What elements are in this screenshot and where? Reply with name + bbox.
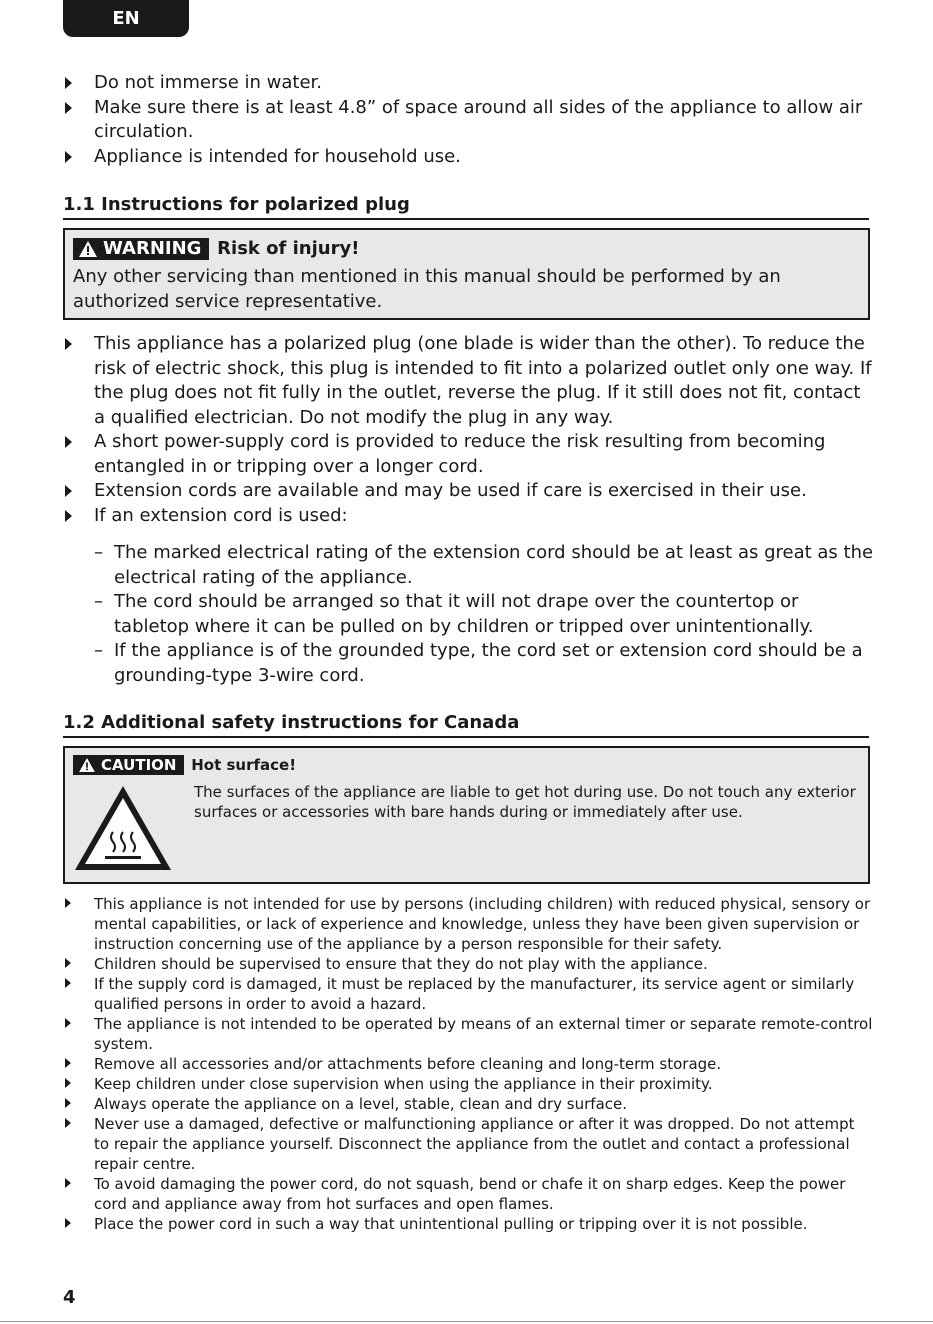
caution-text: The surfaces of the appliance are liable to get hot during use. Do not touch any exterior surfaces or accessories with bare hands during or immediately after use.	[194, 783, 856, 821]
section-heading-polarized-plug: 1.1 Instructions for polarized plug	[63, 194, 869, 220]
warning-title: Risk of injury!	[217, 238, 360, 259]
warning-badge	[73, 238, 209, 260]
list-item: Make sure there is at least 4.8” of space around all sides of the appliance to allow air circulation.	[63, 96, 873, 145]
caution-label: CAUTION	[101, 755, 177, 774]
canada-safety-list	[63, 894, 873, 1234]
caution-badge	[73, 755, 184, 775]
caution-title: Hot surface!	[191, 755, 297, 774]
warning-text: Any other servicing than mentioned in this manual should be performed by an authorized service representative.	[73, 266, 781, 312]
extension-cord-sublist	[94, 541, 874, 688]
list-item: Always operate the appliance on a level, stable, clean and dry surface.	[63, 1094, 873, 1114]
list-item: To avoid damaging the power cord, do not squash, bend or chafe it on sharp edges. Keep the power cord and appliance away from hot surfaces and open flames.	[63, 1174, 873, 1214]
warning-triangle-icon	[79, 241, 97, 257]
list-item: Remove all accessories and/or attachments before cleaning and long-term storage.	[63, 1054, 873, 1074]
list-item: This appliance is not intended for use by persons (including children) with reduced physical, sensory or mental capabilities, or lack of experience and knowledge, unless they have been given supervision or instruction concerning use of the appliance by a person responsible for their safety.	[63, 894, 873, 954]
list-item: Extension cords are available and may be used if care is exercised in their use.	[63, 479, 873, 504]
section-heading-canada: 1.2 Additional safety instructions for Canada	[63, 712, 869, 738]
list-item: A short power-supply cord is provided to reduce the risk resulting from becoming entangled in or tripping over a longer cord.	[63, 430, 873, 479]
list-item: – The marked electrical rating of the extension cord should be at least as great as the electrical rating of the appliance.	[94, 541, 874, 590]
list-item: Keep children under close supervision when using the appliance in their proximity.	[63, 1074, 873, 1094]
warning-triangle-icon	[79, 758, 95, 772]
list-item: – If the appliance is of the grounded type, the cord set or extension cord should be a grounding-type 3-wire cord.	[94, 639, 874, 688]
page-number: 4	[63, 1287, 76, 1308]
list-item: This appliance has a polarized plug (one blade is wider than the other). To reduce the risk of electric shock, this plug is intended to fit into a polarized outlet only one way. If the plug does not fit fully in the outlet, reverse the plug. If it still does not fit, contact a qualified electrician. Do not modify the plug in any way.	[63, 332, 873, 430]
list-item: Place the power cord in such a way that unintentional pulling or tripping over it is not possible.	[63, 1214, 873, 1234]
list-item: Never use a damaged, defective or malfunctioning appliance or after it was dropped. Do not attempt to repair the appliance yourself. Disconnect the appliance from the outlet and contact a professional repair centre.	[63, 1114, 873, 1174]
page-bottom-rule	[0, 1321, 933, 1322]
list-item: Appliance is intended for household use.	[63, 145, 873, 170]
warning-box	[63, 228, 870, 320]
hot-surface-icon	[73, 784, 173, 872]
intro-list	[63, 71, 873, 169]
caution-box	[63, 746, 870, 884]
language-tab: EN	[63, 0, 189, 37]
list-item: If an extension cord is used:	[63, 504, 873, 529]
list-item: Children should be supervised to ensure that they do not play with the appliance.	[63, 954, 873, 974]
list-item: – The cord should be arranged so that it will not drape over the countertop or tabletop where it can be pulled on by children or tripped over unintentionally.	[94, 590, 874, 639]
warning-label: WARNING	[103, 238, 202, 259]
list-item: Do not immerse in water.	[63, 71, 873, 96]
list-item: The appliance is not intended to be operated by means of an external timer or separate remote-control system.	[63, 1014, 873, 1054]
list-item: If the supply cord is damaged, it must be replaced by the manufacturer, its service agent or similarly qualified persons in order to avoid a hazard.	[63, 974, 873, 1014]
polarized-plug-list	[63, 332, 873, 528]
